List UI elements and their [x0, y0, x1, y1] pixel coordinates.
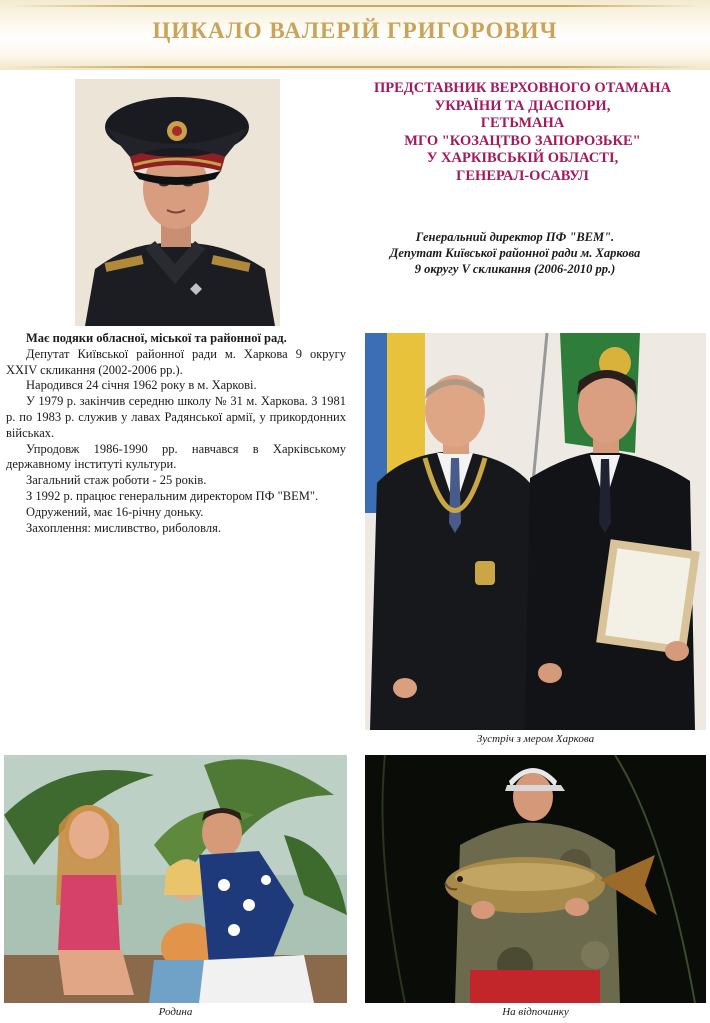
position-line: ГЕТЬМАНА	[480, 115, 565, 131]
position-line: МГО "КОЗАЦТВО ЗАПОРОЗЬКЕ"	[404, 132, 641, 149]
caption-mayor: Зустріч з мером Харкова	[476, 733, 595, 745]
biography	[6, 331, 346, 536]
subtitle-block	[345, 229, 685, 277]
bio-paragraph: У 1979 р. закінчив середню школу № 31 м. Харкова. З 1981 р. по 1983 р. служив у лавах Радянської армії, у прикордонних військах.	[6, 394, 346, 440]
bio-paragraph: Упродовж 1986-1990 рр. навчався в Харківському державному інституті культури.	[6, 441, 346, 472]
bio-paragraph: Депутат Київської районної ради м. Харкова 9 округу XXIV скликання (2002-2006 рр.).	[6, 346, 346, 377]
bio-paragraph: Загальний стаж роботи - 25 років.	[26, 473, 207, 488]
position-line: УКРАЇНИ ТА ДІАСПОРИ,	[434, 97, 611, 114]
bio-paragraph: Захоплення: мисливство, риболовля.	[26, 520, 221, 535]
caption-fishing: На відпочинку	[502, 1006, 569, 1018]
position-line: У ХАРКІВСЬКІЙ ОБЛАСТІ,	[426, 150, 619, 166]
bio-paragraph: Народився 24 січня 1962 року в м. Харкові.	[26, 378, 257, 393]
bio-paragraph: Одружений, має 16-річну доньку.	[26, 504, 204, 519]
caption-family: Родина	[158, 1006, 193, 1018]
header-rule-top	[10, 5, 700, 7]
bio-paragraph: З 1992 р. працює генеральним директором ПФ "ВЕМ".	[26, 488, 319, 503]
subtitle-line: Генеральний директор ПФ "ВЕМ".	[415, 230, 615, 244]
position-line: ПРЕДСТАВНИК ВЕРХОВНОГО ОТАМАНА	[373, 80, 672, 96]
family-photo	[4, 755, 347, 1003]
portrait-photo	[75, 79, 280, 326]
header-rule-bottom	[10, 66, 700, 68]
position-line: ГЕНЕРАЛ-ОСАВУЛ	[456, 167, 589, 184]
header-band	[0, 0, 710, 70]
mayor-meeting-photo	[365, 333, 706, 730]
page-title: ЦИКАЛО ВАЛЕРІЙ ГРИГОРОВИЧ	[152, 18, 558, 43]
position-title	[345, 80, 700, 185]
subtitle-line: 9 округу V скликання (2006-2010 рр.)	[414, 262, 616, 276]
subtitle-line: Депутат Київської районної ради м. Харкова	[389, 246, 641, 260]
bio-lead: Має подяки обласної, міської та районної рад.	[26, 331, 287, 345]
fishing-photo	[365, 755, 706, 1003]
